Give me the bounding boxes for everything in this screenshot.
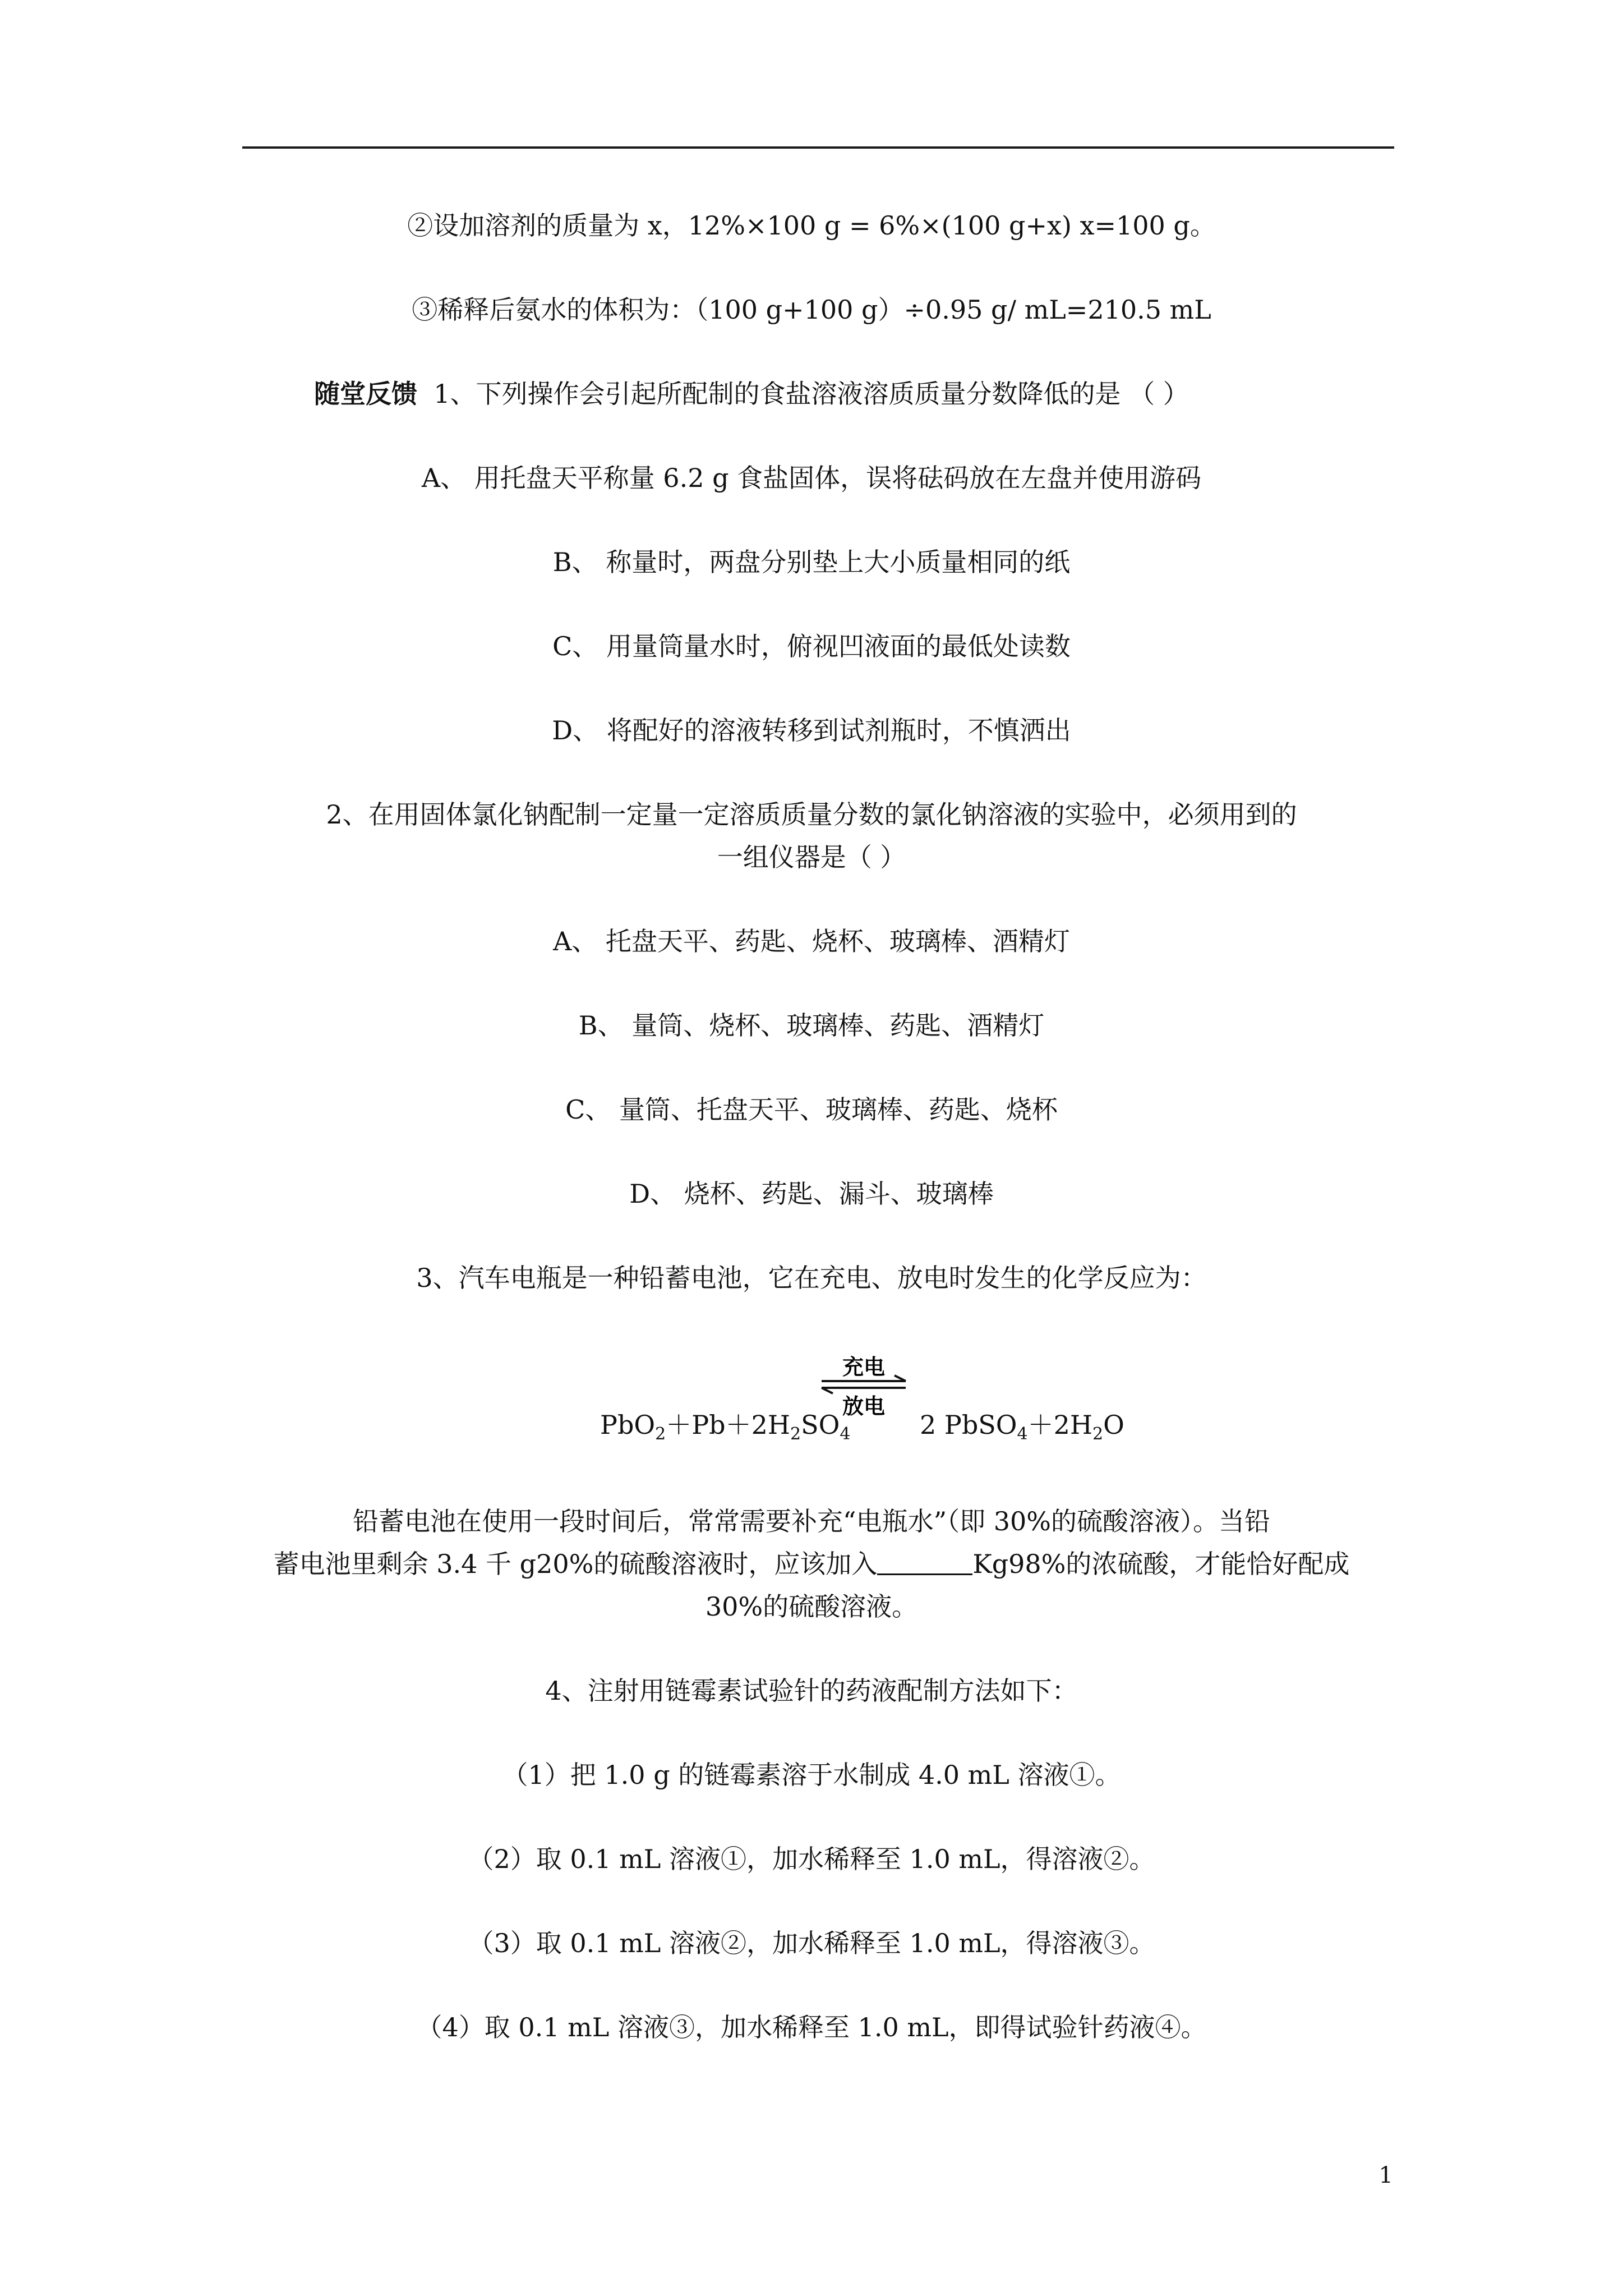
question-3-para-3: 30%的硫酸溶液。 bbox=[705, 1591, 918, 1622]
q1-option-c: C、 用量筒量水时，俯视凹液面的最低处读数 bbox=[552, 631, 1071, 661]
equation-discharge-label: 放电 bbox=[842, 1394, 886, 1419]
question-4-intro: 4、注射用链霉素试验针的药液配制方法如下： bbox=[545, 1676, 1078, 1706]
header-rule bbox=[242, 146, 1394, 149]
solution-step-2: ②设加溶剂的质量为 x，12%×100 g = 6%×(100 g+x) x=100 g。 bbox=[407, 210, 1216, 241]
q4-step-2: （2）取 0.1 mL 溶液①，加水稀释至 1.0 mL，得溶液②。 bbox=[468, 1844, 1155, 1874]
question-2-line-2: 一组仪器是（ ） bbox=[717, 842, 906, 872]
solution-step-3: ③稀释后氨水的体积为：（100 g+100 g）÷0.95 g/ mL=210.5 mL bbox=[412, 295, 1211, 325]
section-label: 随堂反馈 bbox=[314, 379, 417, 409]
q4-step-1: （1）把 1.0 g 的链霉素溶于水制成 4.0 mL 溶液①。 bbox=[502, 1760, 1121, 1790]
q1-option-d: D、 将配好的溶液转移到试剂瓶时，不慎洒出 bbox=[552, 715, 1071, 746]
answer-blank[interactable] bbox=[877, 1551, 972, 1575]
equation-left: $PbO_2+Pb+2H_2SO_4$ bbox=[600, 1410, 851, 1444]
question-2-line-1: 2、在用固体氯化钠配制一定量一定溶质质量分数的氯化钠溶液的实验中，必须用到的 bbox=[326, 799, 1297, 830]
question-1-text: 1、下列操作会引起所配制的食盐溶液溶质质量分数降低的是 （ ） bbox=[434, 379, 1189, 409]
question-3-para-1: 铅蓄电池在使用一段时间后，常常需要补充“电瓶水”（即 30%的硫酸溶液）。当铅 bbox=[353, 1506, 1270, 1536]
reversible-arrow-icon bbox=[816, 1346, 911, 1430]
q1-option-a: A、 用托盘天平称量 6.2 g 食盐固体，误将砝码放在左盘并使用游码 bbox=[421, 463, 1202, 493]
q4-step-4: （4）取 0.1 mL 溶液③，加水稀释至 1.0 mL，即得试验针药液④。 bbox=[416, 2012, 1207, 2042]
q2-option-d: D、 烧杯、药匙、漏斗、玻璃棒 bbox=[629, 1179, 994, 1209]
question-1 bbox=[314, 377, 1189, 411]
q1-option-b: B、 称量时，两盘分别垫上大小质量相同的纸 bbox=[552, 547, 1071, 577]
question-3-para-2: 蓄电池里剩余 3.4 千 g20%的硫酸溶液时，应该加入 Kg98%的浓硫酸，才能恰好配成 bbox=[273, 1549, 1350, 1579]
page-number: 1 bbox=[1378, 2162, 1393, 2188]
q4-step-3: （3）取 0.1 mL 溶液②，加水稀释至 1.0 mL，得溶液③。 bbox=[468, 1928, 1155, 1958]
equation-right: 2 $PbSO_4+2H_2O$ bbox=[920, 1410, 1124, 1444]
q2-option-c: C、 量筒、托盘天平、玻璃棒、药匙、烧杯 bbox=[565, 1094, 1058, 1125]
q2-option-b: B、 量筒、烧杯、玻璃棒、药匙、酒精灯 bbox=[578, 1010, 1045, 1041]
q2-option-a: A、 托盘天平、药匙、烧杯、玻璃棒、酒精灯 bbox=[553, 926, 1070, 956]
question-3-intro: 3、汽车电瓶是一种铅蓄电池，它在充电、放电时发生的化学反应为： bbox=[416, 1263, 1207, 1293]
equation-charge-label: 充电 bbox=[842, 1355, 886, 1379]
